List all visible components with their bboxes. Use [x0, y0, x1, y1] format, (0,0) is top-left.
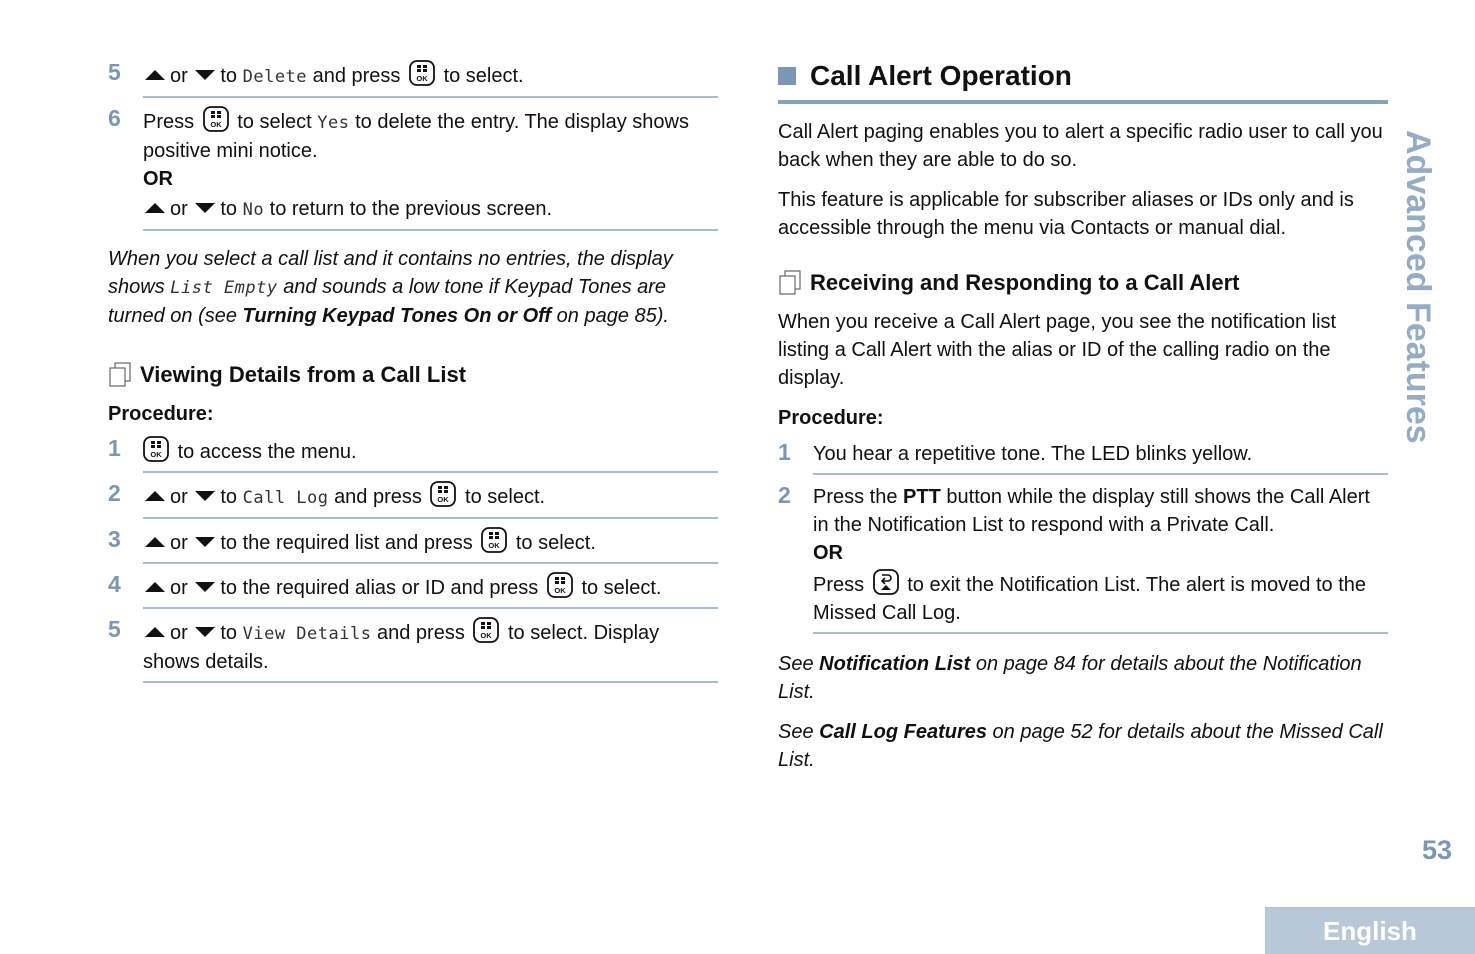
step-text: or: [170, 486, 188, 508]
step-number: 6: [108, 105, 121, 131]
step-text: to: [220, 65, 238, 87]
step-text: You hear a repetitive tone. The LED blinks yellow.: [813, 443, 1253, 465]
step-text: to return to the previous screen.: [269, 198, 553, 220]
step-number: 4: [108, 571, 121, 597]
empty-list-note: [108, 245, 718, 330]
ok-key-icon: [547, 572, 573, 598]
display-text: Call Log: [242, 488, 329, 508]
step-text: and press: [377, 622, 465, 644]
up-arrow-icon: [145, 537, 165, 547]
step-1-menu: [108, 432, 718, 473]
ok-key-icon: [409, 60, 435, 86]
heading-text: Viewing Details from a Call List: [140, 362, 467, 387]
down-arrow-icon: [195, 491, 215, 501]
step-text: or: [170, 532, 188, 554]
step-text: to select.: [515, 532, 596, 554]
ok-key-icon: [143, 436, 169, 462]
display-text: Delete: [242, 67, 308, 87]
cross-reference-link[interactable]: Notification List: [819, 653, 971, 675]
step-text: button while the display still shows the Call Alert in the Notification List to respond with a Private Call.: [813, 486, 1370, 536]
cross-reference-link[interactable]: Turning Keypad Tones On or Off: [242, 305, 552, 327]
up-arrow-icon: [145, 491, 165, 501]
step-text: to: [220, 622, 238, 644]
pages-icon: [108, 362, 132, 388]
language-tab: English: [1265, 907, 1475, 954]
step-text: Press: [143, 111, 195, 133]
step-text: to access the menu.: [177, 441, 357, 463]
display-text: List Empty: [170, 278, 278, 298]
step-text: to the required list and press: [220, 532, 473, 554]
step-text: Press the: [813, 486, 898, 508]
step-2-respond: [778, 479, 1388, 634]
side-title-text: Advanced Features: [1399, 130, 1437, 444]
up-arrow-icon: [145, 70, 165, 80]
note-text: on page 52 for details about the Missed Call List.: [778, 721, 1383, 771]
section-title: [778, 56, 1388, 104]
ok-key-icon: [430, 481, 456, 507]
ok-key-icon: [481, 527, 507, 553]
step-text: or: [170, 577, 188, 599]
display-text: No: [242, 200, 265, 220]
step-4-alias: [108, 568, 718, 609]
step-5-view-details: [108, 613, 718, 683]
back-home-key-icon: [873, 569, 899, 595]
step-text: Press: [813, 574, 865, 596]
ptt-label: PTT: [903, 486, 941, 508]
step-3-list: [108, 523, 718, 564]
or-label: OR: [813, 542, 843, 564]
note-text: When you select a call list and it contains no entries, the display shows: [108, 248, 673, 298]
down-arrow-icon: [195, 627, 215, 637]
step-text: to select. Display shows details.: [143, 622, 660, 673]
right-column: [778, 56, 1388, 774]
square-bullet-icon: [778, 67, 796, 85]
step-text: to select.: [581, 577, 662, 599]
step-text: to the required alias or ID and press: [220, 577, 539, 599]
call-log-note: [778, 718, 1388, 774]
step-number: 5: [108, 616, 121, 642]
down-arrow-icon: [195, 537, 215, 547]
intro-paragraph: Call Alert paging enables you to alert a specific radio user to call you back when they are able to do so.: [778, 121, 1383, 171]
step-text: to select.: [465, 486, 546, 508]
display-text: Yes: [317, 113, 350, 133]
down-arrow-icon: [195, 582, 215, 592]
step-number: 1: [108, 435, 121, 461]
cross-reference-link[interactable]: Call Log Features: [819, 721, 987, 743]
side-section-title: [1399, 130, 1458, 450]
step-2-call-log: [108, 477, 718, 519]
applicability-paragraph: This feature is applicable for subscriber aliases or IDs only and is accessible through the menu via Contacts or manual dial.: [778, 189, 1354, 239]
step-text: or: [170, 198, 188, 220]
up-arrow-icon: [145, 627, 165, 637]
up-arrow-icon: [145, 203, 165, 213]
note-text: and sounds a low tone if Keypad Tones are turned on (see: [108, 276, 667, 327]
pages-icon: [778, 270, 802, 296]
down-arrow-icon: [195, 70, 215, 80]
step-number: 5: [108, 59, 121, 85]
step-text: to exit the Notification List. The alert is moved to the Missed Call Log.: [813, 574, 1366, 624]
down-arrow-icon: [195, 203, 215, 213]
section-heading: [108, 360, 718, 390]
step-number: 2: [778, 482, 791, 508]
up-arrow-icon: [145, 582, 165, 592]
step-text: or: [170, 65, 188, 87]
heading-text: Receiving and Responding to a Call Alert: [810, 270, 1240, 295]
left-column: [108, 56, 718, 683]
subsection-heading: [778, 268, 1388, 298]
page-number: 53: [1422, 835, 1453, 865]
or-label: OR: [143, 168, 173, 190]
procedure-label: Procedure:: [108, 403, 214, 425]
receive-paragraph: When you receive a Call Alert page, you see the notification list listing a Call Alert with the alias or ID of the calling radio on the display.: [778, 311, 1337, 389]
step-text: and press: [334, 486, 422, 508]
note-text: See: [778, 653, 814, 675]
note-text: See: [778, 721, 814, 743]
title-text: Call Alert Operation: [810, 60, 1072, 91]
step-text: or: [170, 622, 188, 644]
step-5-delete: [108, 56, 718, 98]
display-text: View Details: [242, 624, 372, 644]
procedure-label: Procedure:: [778, 407, 884, 429]
step-1-tone: [778, 436, 1388, 475]
ok-key-icon: [203, 106, 229, 132]
ok-key-icon: [473, 617, 499, 643]
step-text: and press: [312, 65, 401, 87]
step-text: to delete the entry. The display shows positive mini notice.: [143, 111, 689, 162]
note-text: on page 85).: [556, 305, 669, 327]
step-6-confirm: [108, 102, 718, 231]
notification-list-note: [778, 650, 1388, 706]
step-number: 1: [778, 439, 791, 465]
step-number: 3: [108, 526, 121, 552]
step-text: to: [220, 198, 238, 220]
note-text: on page 84 for details about the Notification List.: [778, 653, 1362, 703]
step-text: to select: [237, 111, 312, 133]
step-number: 2: [108, 480, 121, 506]
step-text: to: [220, 486, 238, 508]
step-text: to select.: [443, 65, 524, 87]
